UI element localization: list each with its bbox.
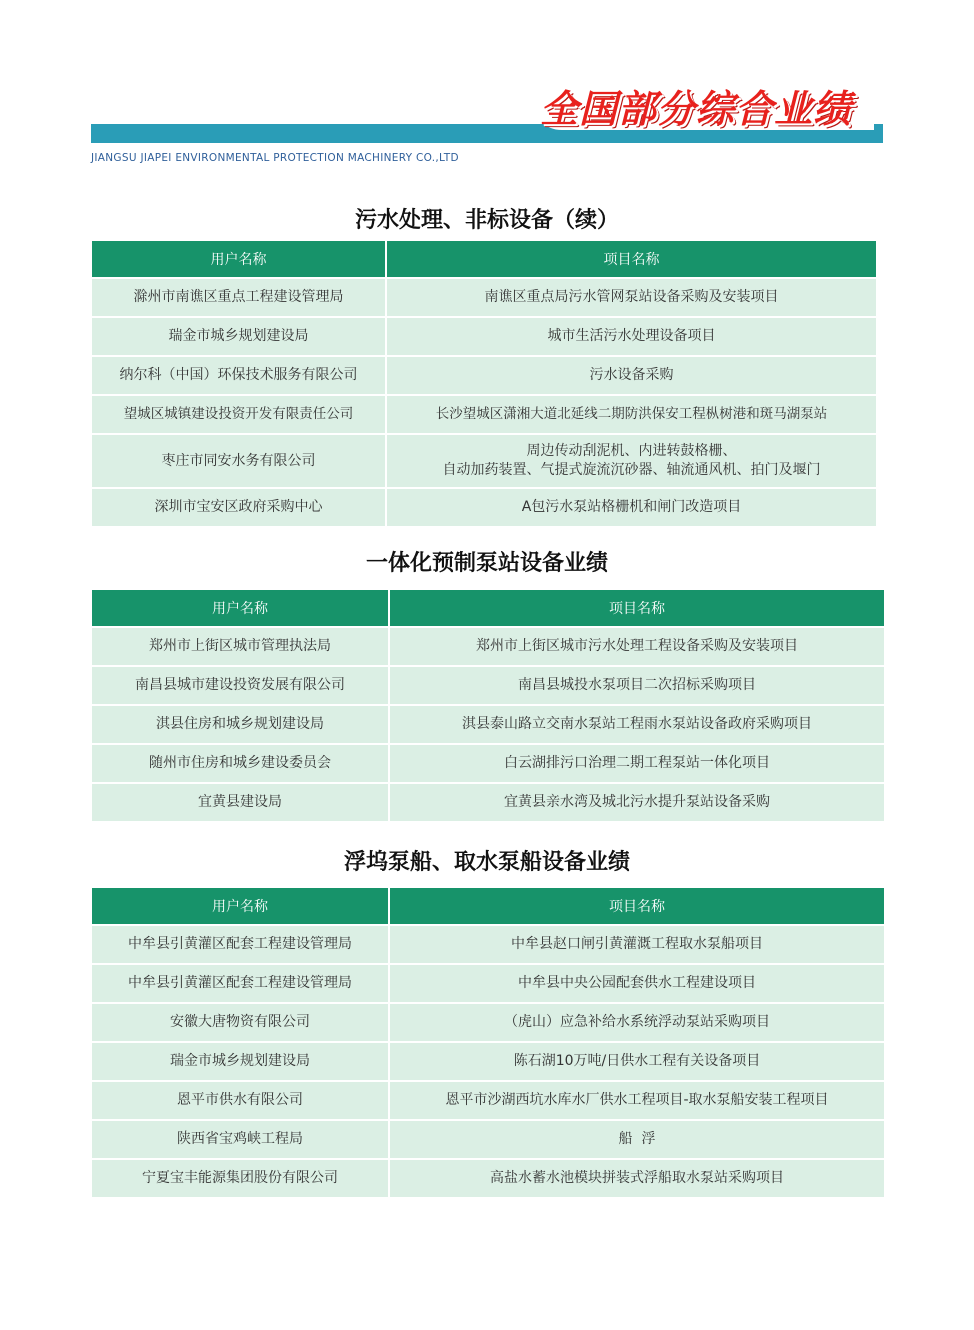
table-pump-station xyxy=(92,590,884,823)
cell-project-line: 郑州市上街区城市污水处理工程设备采购及安装项目 xyxy=(476,638,798,654)
cell-project xyxy=(389,1159,884,1198)
cell-project-line: 宜黄县亲水湾及城北污水提升泵站设备采购 xyxy=(504,794,770,810)
cell-project-line: 自动加药装置、气提式旋流沉砂器、轴流通风机、拍门及堰门 xyxy=(442,462,821,478)
table-row xyxy=(92,395,876,434)
cell-project xyxy=(389,925,884,964)
cell-user: 随州市住房和城乡建设委员会 xyxy=(92,744,389,783)
cell-project xyxy=(386,434,876,488)
column-header-user: 用户名称 xyxy=(92,590,389,627)
cell-user: 瑞金市城乡规划建设局 xyxy=(92,317,386,356)
cell-project xyxy=(386,395,876,434)
table-row xyxy=(92,434,876,488)
table-row xyxy=(92,1081,884,1120)
cell-project-line: 南谯区重点局污水管网泵站设备采购及安装项目 xyxy=(484,289,779,305)
cell-user: 宜黄县建设局 xyxy=(92,783,389,822)
table-row xyxy=(92,1003,884,1042)
table-row xyxy=(92,705,884,744)
cell-user: 恩平市供水有限公司 xyxy=(92,1081,389,1120)
table-row xyxy=(92,317,876,356)
table-row xyxy=(92,1042,884,1081)
cell-project xyxy=(389,627,884,666)
cell-project-line: 污水设备采购 xyxy=(589,367,674,383)
page-title: 全国部分综合业绩 xyxy=(540,86,853,131)
table-row xyxy=(92,627,884,666)
cell-project xyxy=(389,783,884,822)
cell-project-line: A包污水泵站格栅机和闸门改造项目 xyxy=(521,499,742,515)
cell-user: 滁州市南谯区重点工程建设管理局 xyxy=(92,278,386,317)
cell-project-line: 周边传动刮泥机、内进转鼓格栅、 xyxy=(526,443,737,459)
cell-project xyxy=(389,705,884,744)
table-row xyxy=(92,925,884,964)
cell-project-line: 长沙望城区潇湘大道北延线二期防洪保安工程枞树港和斑马湖泵站 xyxy=(435,406,828,422)
table-row xyxy=(92,1159,884,1198)
cell-project xyxy=(389,744,884,783)
column-header-user: 用户名称 xyxy=(92,241,386,278)
cell-project xyxy=(389,1042,884,1081)
section-title-pump-station: 一体化预制泵站设备业绩 xyxy=(365,551,608,576)
table-sewage xyxy=(92,241,876,528)
cell-project-line: 陈石湖10万吨/日供水工程有关设备项目 xyxy=(513,1053,761,1069)
table-row xyxy=(92,964,884,1003)
cell-project xyxy=(386,488,876,527)
cell-project-line: 高盐水蓄水池模块拼装式浮船取水泵站采购项目 xyxy=(490,1170,784,1186)
table-pump-ship xyxy=(92,888,884,1199)
table-header-row xyxy=(92,590,884,627)
section-title-sewage: 污水处理、非标设备（续） xyxy=(354,208,619,233)
cell-user: 中牟县引黄灌区配套工程建设管理局 xyxy=(92,964,389,1003)
cell-user: 中牟县引黄灌区配套工程建设管理局 xyxy=(92,925,389,964)
cell-project-line: 南昌县城投水泵项目二次招标采购项目 xyxy=(518,677,756,693)
table-row xyxy=(92,278,876,317)
cell-user: 枣庄市同安水务有限公司 xyxy=(92,434,386,488)
cell-user: 郑州市上街区城市管理执法局 xyxy=(92,627,389,666)
company-name: JIANGSU JIAPEI ENVIRONMENTAL PROTECTION MACHINERY CO.,LTD xyxy=(91,152,459,164)
cell-project xyxy=(386,356,876,395)
cell-project xyxy=(389,666,884,705)
table-row xyxy=(92,666,884,705)
cell-project-line: 白云湖排污口治理二期工程泵站一体化项目 xyxy=(504,755,770,771)
cell-project-line: 中牟县赵口闸引黄灌溉工程取水泵船项目 xyxy=(511,936,763,952)
cell-user: 陕西省宝鸡峡工程局 xyxy=(92,1120,389,1159)
cell-project-line: 中牟县中央公园配套供水工程建设项目 xyxy=(518,975,756,991)
cell-project xyxy=(389,1081,884,1120)
cell-user: 宁夏宝丰能源集团股份有限公司 xyxy=(92,1159,389,1198)
cell-user: 纳尔科（中国）环保技术服务有限公司 xyxy=(92,356,386,395)
cell-user: 深圳市宝安区政府采购中心 xyxy=(92,488,386,527)
column-header-project: 项目名称 xyxy=(389,888,884,925)
table-row xyxy=(92,783,884,822)
cell-project-line: 恩平市沙湖西坑水库水厂供水工程项目-取水泵船安装工程项目 xyxy=(445,1092,829,1108)
cell-project-line: 淇县泰山路立交南水泵站工程雨水泵站设备政府采购项目 xyxy=(462,716,812,732)
cell-user: 淇县住房和城乡规划建设局 xyxy=(92,705,389,744)
cell-user: 望城区城镇建设投资开发有限责任公司 xyxy=(92,395,386,434)
column-header-user: 用户名称 xyxy=(92,888,389,925)
cell-project-line: 船 浮 xyxy=(618,1131,656,1147)
section-title-pump-ship: 浮坞泵船、取水泵船设备业绩 xyxy=(343,850,630,875)
cell-project-line: （虎山）应急补给水系统浮动泵站采购项目 xyxy=(504,1014,770,1030)
cell-project xyxy=(386,317,876,356)
table-header-row xyxy=(92,241,876,278)
table-header-row xyxy=(92,888,884,925)
cell-user: 安徽大唐物资有限公司 xyxy=(92,1003,389,1042)
cell-project xyxy=(386,278,876,317)
table-row xyxy=(92,1120,884,1159)
column-header-project: 项目名称 xyxy=(389,590,884,627)
cell-user: 南昌县城市建设投资发展有限公司 xyxy=(92,666,389,705)
cell-project xyxy=(389,1120,884,1159)
cell-project xyxy=(389,1003,884,1042)
table-row xyxy=(92,744,884,783)
cell-project xyxy=(389,964,884,1003)
cell-user: 瑞金市城乡规划建设局 xyxy=(92,1042,389,1081)
column-header-project: 项目名称 xyxy=(386,241,876,278)
table-row xyxy=(92,488,876,527)
table-row xyxy=(92,356,876,395)
cell-project-line: 城市生活污水处理设备项目 xyxy=(547,328,716,344)
